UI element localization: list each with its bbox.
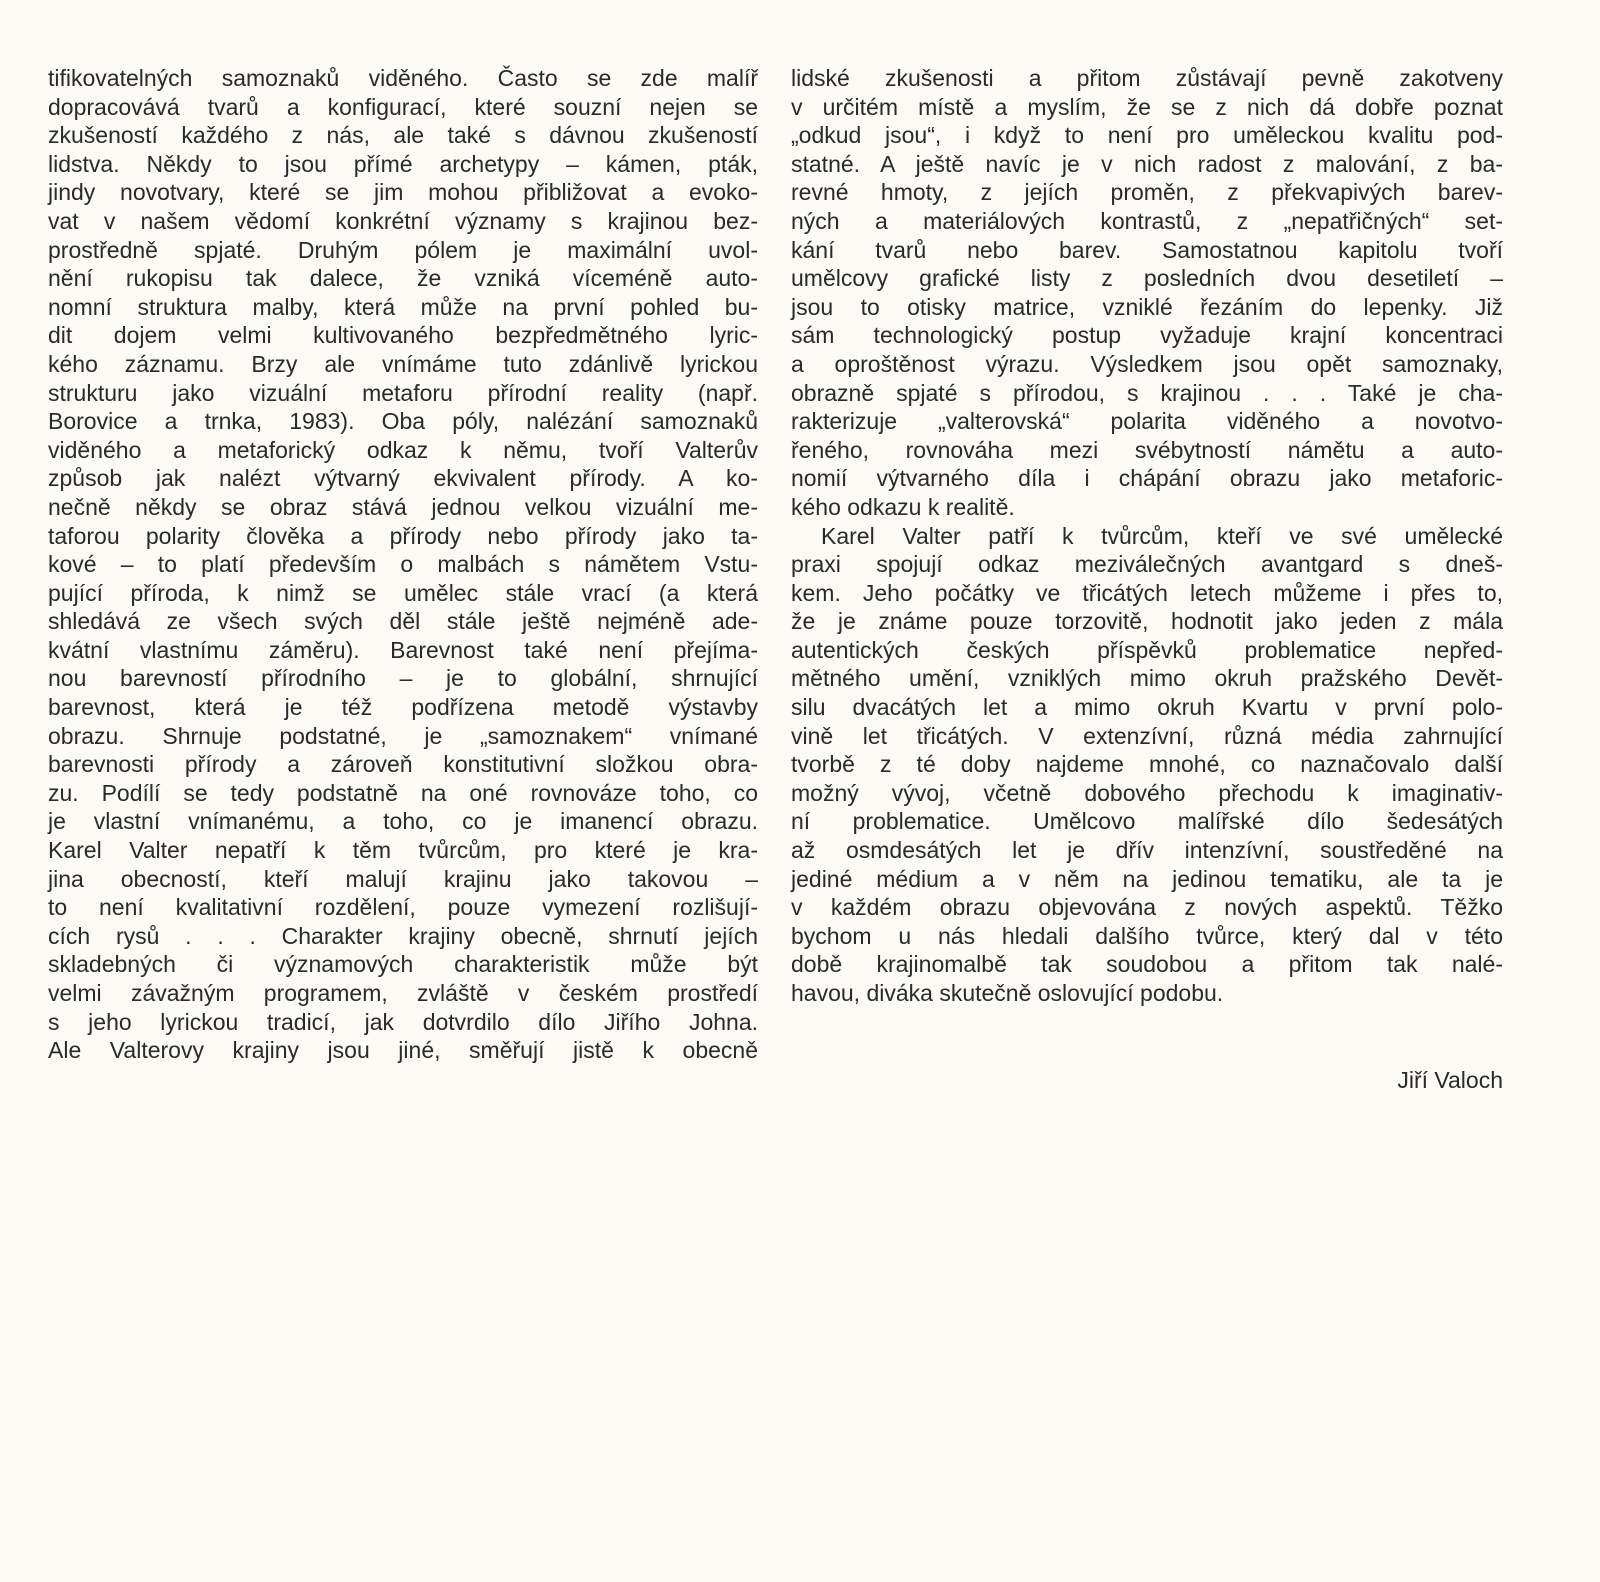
paragraph — [791, 522, 1503, 1008]
text-line: revné hmoty, z jejích proměn, z překvapivých barev- — [791, 179, 1503, 206]
text-line: barevnost, která je též podřízena metodě výstavby — [48, 694, 758, 721]
text-line: cích rysů . . . Charakter krajiny obecně, shrnutí jejích — [48, 922, 758, 949]
text-line: silu dvacátých let a mimo okruh Kvartu v první polo- — [791, 694, 1503, 721]
text-line: nečně někdy se obraz stává jednou velkou vizuální me- — [48, 493, 758, 520]
text-line: Karel Valter patří k tvůrcům, kteří ve své umělecké — [821, 522, 1503, 549]
text-line: vině let třicátých. V extenzívní, různá média zahrnující — [791, 722, 1503, 749]
text-line: kvátní vlastnímu záměru). Barevnost také není přejíma- — [48, 636, 758, 663]
text-line: a oproštěnost výrazu. Výsledkem jsou opět samoznaky, — [791, 350, 1503, 377]
text-line: kání tvarů nebo barev. Samostatnou kapitolu tvoří — [791, 236, 1503, 263]
text-line: kého záznamu. Brzy ale vnímáme tuto zdánlivě lyrickou — [48, 350, 758, 377]
text-line: rakterizuje „valterovská“ polarita viděného a novotvo- — [791, 408, 1503, 435]
text-line: dopracovává tvarů a konfigurací, které souzní nejen se — [48, 93, 758, 120]
text-line: že je známe pouze torzovitě, hodnotit jako jeden z mála — [791, 608, 1503, 635]
text-line: taforou polarity člověka a přírody nebo přírody jako ta- — [48, 522, 758, 549]
text-line: způsob jak nalézt výtvarný ekvivalent přírody. A ko- — [48, 465, 758, 492]
text-line: viděného a metaforický odkaz k němu, tvoří Valterův — [48, 436, 758, 463]
text-line: době krajinomalbě tak soudobou a přitom tak nalé- — [791, 951, 1503, 978]
text-line: autentických českých příspěvků problematice nepřed- — [791, 636, 1503, 663]
text-line: nomií výtvarného díla i chápání obrazu jako metaforic- — [791, 465, 1503, 492]
text-line: obrazu. Shrnuje podstatné, je „samoznakem“ vnímané — [48, 722, 758, 749]
text-line: jina obecností, kteří malují krajinu jako takovou – — [48, 865, 758, 892]
text-line: Borovice a trnka, 1983). Oba póly, nalézání samoznaků — [48, 408, 758, 435]
text-line: Ale Valterovy krajiny jsou jiné, směřují jistě k obecně — [48, 1037, 758, 1064]
text-line: ní problematice. Umělcovo malířské dílo šedesátých — [791, 808, 1503, 835]
text-line: v určitém místě a myslím, že se z nich dá dobře poznat — [791, 93, 1503, 120]
text-line: nou barevností přírodního – je to globální, shrnující — [48, 665, 758, 692]
text-line: mětného umění, vzniklých mimo okruh pražského Devět- — [791, 665, 1503, 692]
text-line: bychom u nás hledali dalšího tvůrce, který dal v této — [791, 922, 1503, 949]
text-line: jsou to otisky matrice, vzniklé řezáním do lepenky. Již — [791, 293, 1503, 320]
text-line: skladebných či významových charakteristik může být — [48, 951, 758, 978]
text-line: zu. Podílí se tedy podstatně na oné rovnováze toho, co — [48, 779, 758, 806]
text-line: nění rukopisu tak dalece, že vzniká víceméně auto- — [48, 265, 758, 292]
text-line: lidské zkušenosti a přitom zůstávají pevně zakotveny — [791, 65, 1503, 91]
text-line: nomní struktura malby, která může na první pohled bu- — [48, 293, 758, 320]
text-line: sám technologický postup vyžaduje krajní koncentraci — [791, 322, 1503, 349]
text-line: ných a materiálových kontrastů, z „nepatřičných“ set- — [791, 207, 1503, 234]
text-line: jediné médium a v něm na jedinou tematiku, ale ta je — [791, 865, 1503, 892]
text-line: shledává ze všech svých děl stále ještě nejméně ade- — [48, 608, 758, 635]
text-line: řeného, rovnováha mezi svébytností námětu a auto- — [791, 436, 1503, 463]
text-line: havou, diváka skutečně oslovující podobu. — [791, 980, 1224, 1006]
text-line: umělcovy grafické listy z posledních dvou desetiletí – — [791, 265, 1503, 292]
text-line: zkušeností každého z nás, ale také s dávnou zkušeností — [48, 122, 758, 149]
text-line: obrazně spjaté s přírodou, s krajinou . . . Také je cha- — [791, 379, 1503, 406]
text-line: dit dojem velmi kultivovaného bezpředmětného lyric- — [48, 322, 758, 349]
text-line: kem. Jeho počátky ve třicátých letech můžeme i přes to, — [791, 579, 1503, 606]
text-line: kého odkazu k realitě. — [791, 493, 1015, 520]
text-line: pující příroda, k nimž se umělec stále vrací (a která — [48, 579, 758, 606]
text-line: je vlastní vnímanému, a toho, co je imanencí obrazu. — [48, 808, 758, 835]
text-line: strukturu jako vizuální metaforu přírodní reality (např. — [48, 379, 758, 406]
text-line: kové – to platí především o malbách s námětem Vstu- — [48, 551, 758, 578]
text-line: až osmdesátých let je dřív intenzívní, soustředěné na — [791, 837, 1503, 864]
text-line: velmi závažným programem, zvláště v českém prostředí — [48, 980, 758, 1006]
text-line: s jeho lyrickou tradicí, jak dotvrdilo dílo Jiřího Johna. — [48, 1008, 758, 1035]
paragraph — [791, 64, 1503, 522]
text-line: možný vývoj, včetně dobového přechodu k imaginativ- — [791, 779, 1503, 806]
text-line: „odkud jsou“, i když to není pro uměleckou kvalitu pod- — [791, 122, 1503, 149]
text-line: prostředně spjaté. Druhým pólem je maximální uvol- — [48, 236, 758, 263]
text-line: tifikovatelných samoznaků viděného. Často se zde malíř — [48, 65, 758, 91]
text-line: vat v našem vědomí konkrétní významy s krajinou bez- — [48, 207, 758, 234]
text-line: to není kvalitativní rozdělení, pouze vymezení rozlišují- — [48, 894, 758, 921]
left-text-column — [48, 64, 758, 1065]
right-text-column — [791, 64, 1503, 1008]
text-line: jindy novotvary, které se jim mohou přibližovat a evoko- — [48, 179, 758, 206]
text-line: Karel Valter nepatří k těm tvůrcům, pro které je kra- — [48, 837, 758, 864]
text-line: lidstva. Někdy to jsou přímé archetypy – kámen, pták, — [48, 150, 758, 177]
text-line: statné. A ještě navíc je v nich radost z malování, z ba- — [791, 150, 1503, 177]
text-line: barevnosti přírody a zároveň konstitutivní složkou obra- — [48, 751, 758, 778]
text-line: tvorbě z té doby najdeme mnohé, co naznačovalo další — [791, 751, 1503, 778]
text-line: praxi spojují odkaz meziválečných avantgard s dneš- — [791, 551, 1503, 578]
text-line: v každém obrazu objevována z nových aspektů. Těžko — [791, 894, 1503, 921]
author-signature: Jiří Valoch — [1397, 1067, 1503, 1093]
